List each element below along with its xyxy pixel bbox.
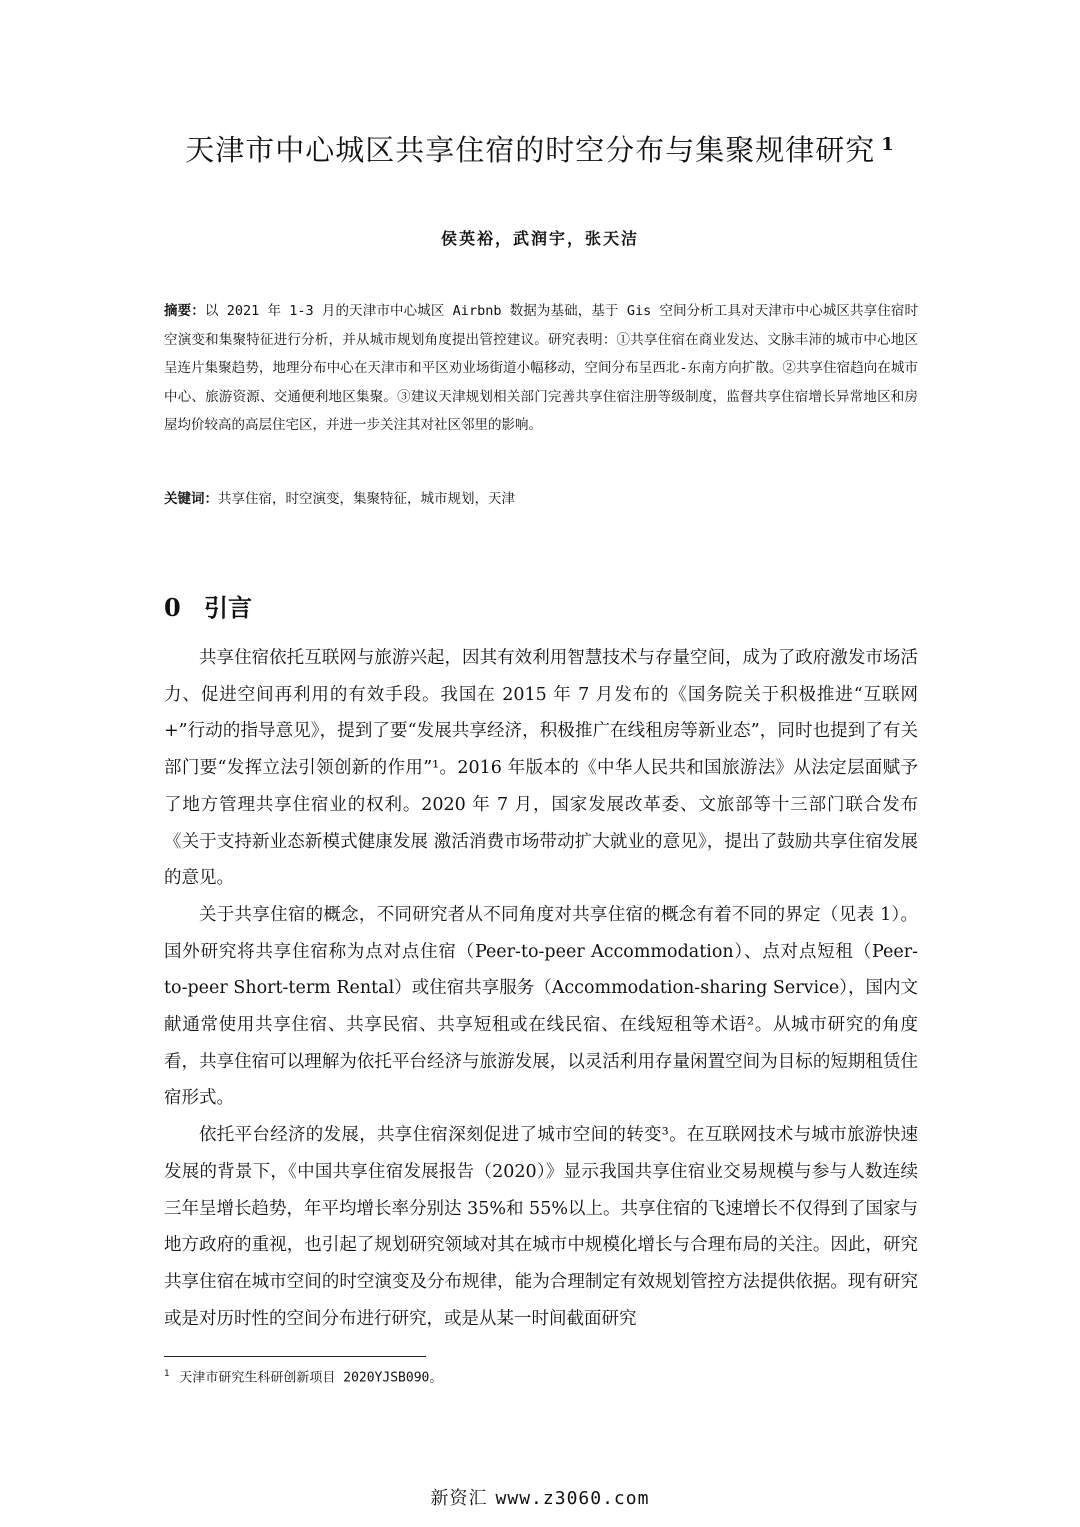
abstract-text: 以 2021 年 1-3 月的天津市中心城区 Airbnb 数据为基础，基于 Gis 空间分析工具对天津市中心城区共享住宿时空演变和集聚特征进行分析，并从城市规划角度提出管控建议。研究表明：①共享住宿在商业发达、文脉丰沛的城市中心地区呈连片集聚趋势，地理分布中心在天津市和平区劝业场街道小幅移动，空间分布呈西北-东南方向扩散。②共享住宿趋向在城市中心、旅游资源、交通便利地区集聚。③建议天津规划相关部门完善共享住宿注册等级制度，监督共享住宿增长异常地区和房屋均价较高的高层住宅区，并进一步关注其对社区邻里的影响。 bbox=[164, 303, 918, 434]
section-title: 引言 bbox=[204, 593, 252, 622]
body-text bbox=[164, 640, 918, 1337]
paragraph: 关于共享住宿的概念，不同研究者从不同角度对共享住宿的概念有着不同的界定（见表 1）。国外研究将共享住宿称为点对点住宿（Peer-to-peer Accommodation）、点对点短租（Peer-to-peer Short-term Rental）或住宿共享服务（Accommodation-sharing Service），国内文献通常使用共享住宿、共享民宿、共享短租或在线民宿、在线短租等术语²。从城市研究的角度看，共享住宿可以理解为依托平台经济与旅游发展，以灵活利用存量闲置空间为目标的短期租赁住宿形式。 bbox=[164, 904, 918, 1109]
footnote bbox=[164, 1363, 918, 1389]
keywords-text: 共享住宿，时空演变，集聚特征，城市规划，天津 bbox=[218, 491, 515, 507]
author-list: 侯英裕，武润宇，张天洁 bbox=[440, 229, 639, 248]
paper-title bbox=[0, 128, 1080, 169]
watermark bbox=[0, 1484, 1080, 1510]
abstract bbox=[164, 297, 918, 440]
paragraph: 共享住宿依托互联网与旅游兴起，因其有效利用智慧技术与存量空间，成为了政府激发市场活力、促进空间再利用的有效手段。我国在 2015 年 7 月发布的《国务院关于积极推进“互联网+”行动的指导意见》，提到了要“发展共享经济，积极推广在线租房等新业态”，同时也提到了有关部门要“发挥立法引领创新的作用”¹。2016 年版本的《中华人民共和国旅游法》从法定层面赋予了地方管理共享住宿业的权利。2020 年 7 月，国家发展改革委、文旅部等十三部门联合发布《关于支持新业态新模式健康发展 激活消费市场带动扩大就业的意见》，提出了鼓励共享住宿发展的意见。 bbox=[164, 648, 918, 889]
watermark-url[interactable]: www.z3060.com bbox=[495, 1488, 650, 1509]
watermark-name: 新资汇 bbox=[430, 1488, 488, 1509]
paragraph: 依托平台经济的发展，共享住宿深刻促进了城市空间的转变³。在互联网技术与城市旅游快速发展的背景下，《中国共享住宿发展报告（2020）》显示我国共享住宿业交易规模与参与人数连续三年呈增长趋势，年平均增长率分别达 35%和 55%以上。共享住宿的飞速增长不仅得到了国家与地方政府的重视，也引起了规划研究领域对其在城市中规模化增长与合理布局的关注。因此，研究共享住宿在城市空间的时空演变及分布规律，能为合理制定有效规划管控方法提供依据。现有研究或是对历时性的空间分布进行研究，或是从某一时间截面研究 bbox=[164, 1125, 918, 1329]
paper-title-text: 天津市中心城区共享住宿的时空分布与集聚规律研究 bbox=[185, 133, 876, 167]
section-heading bbox=[164, 588, 252, 623]
footnote-text: 天津市研究生科研创新项目 2020YJSB090。 bbox=[179, 1370, 443, 1386]
keywords bbox=[164, 485, 918, 513]
title-footnote-mark[interactable]: 1 bbox=[881, 134, 895, 155]
section-number: 0 bbox=[164, 593, 181, 622]
abstract-label: 摘要： bbox=[164, 303, 205, 319]
keywords-label: 关键词： bbox=[164, 491, 218, 507]
footnote-divider bbox=[164, 1356, 426, 1357]
footnote-mark: 1 bbox=[164, 1369, 170, 1379]
